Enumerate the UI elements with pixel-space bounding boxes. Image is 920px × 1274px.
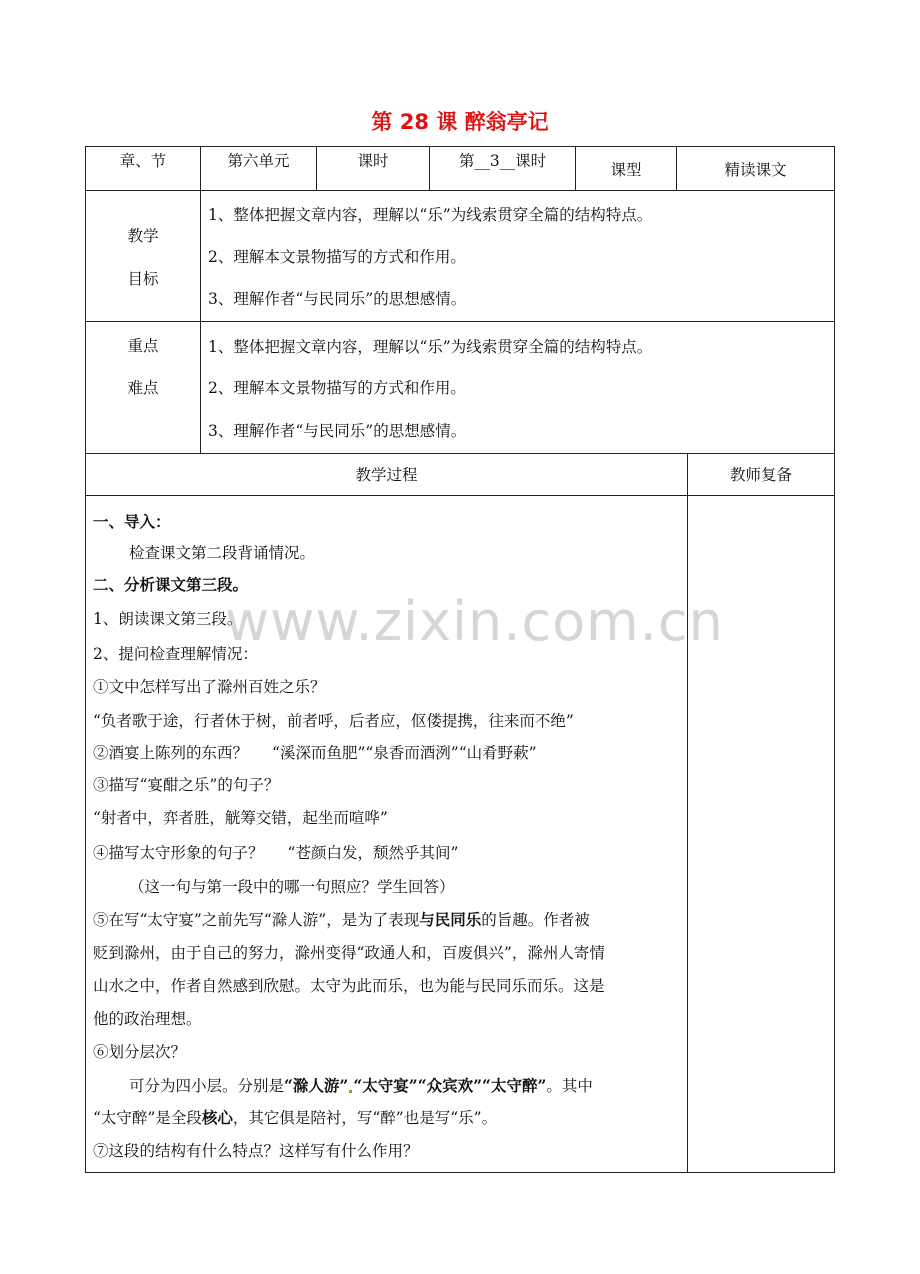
emphasis-text: 核心 (201, 1108, 233, 1127)
row-divider (85, 190, 835, 191)
question-text: ⑤在写“太守宴”之前先写“滁人游”，是为了表现 (93, 911, 420, 929)
answer-line (93, 1106, 497, 1128)
process-header: 教学过程 (355, 466, 418, 484)
col-divider (200, 146, 201, 453)
chapter-label: 章、节 (119, 152, 167, 170)
answer-text: 可分为四小层。分别是 (129, 1077, 285, 1095)
paragraph-line: 山水之中，作者自然感到欣慰。太守为此而乐，也为能与民同乐而乐。这是 (93, 977, 605, 995)
answer-text: “射者中，弈者胜，觥筹交错，起坐而喧哗” (93, 809, 388, 827)
answer-line (93, 1074, 593, 1096)
emphasis-text: 与民同乐 (419, 910, 482, 929)
period-value: 第__3__课时 (458, 152, 547, 170)
process-body (93, 508, 685, 1168)
answer-text: ，其它俱是陪衬，写“醉”也是写“乐”。 (232, 1109, 498, 1127)
chapter-value: 第六单元 (227, 152, 290, 170)
objective-item: 2、理解本文景物描写的方式和作用。 (208, 248, 466, 266)
question-text: ②酒宴上陈列的东西？ (93, 744, 249, 762)
step-text: 1、朗读课文第三段。 (93, 610, 243, 628)
objectives-label-1: 教学 (127, 227, 159, 245)
section-heading: 一、导入： (93, 512, 171, 531)
question-text: ⑦这段的结构有什么特点？这样写有什么作用？ (93, 1142, 419, 1160)
watermark: www.zixin.com.cn (225, 590, 724, 653)
paragraph-line: 贬到滁州，由于自己的努力，滁州变得“政通人和，百废俱兴”，滁州人寄情 (93, 944, 605, 962)
question-text: ④描写太守形象的句子？ (93, 844, 264, 862)
row-divider (85, 453, 835, 454)
teacher-header: 教师复备 (729, 466, 792, 484)
objectives-label-2: 目标 (127, 270, 159, 288)
step-text: 2、提问检查理解情况： (93, 645, 258, 663)
keypoint-item: 2、理解本文景物描写的方式和作用。 (208, 379, 466, 397)
paragraph-line: 他的政治理想。 (93, 1010, 202, 1028)
section-heading: 二、分析课文第三段。 (93, 575, 249, 594)
page-title: 第 28 课 醉翁亭记 (371, 110, 549, 134)
row-divider (85, 321, 835, 322)
answer-text: “太守醉”是全段 (93, 1109, 202, 1127)
row-divider (85, 495, 835, 496)
keypoints-label-1: 重点 (127, 337, 159, 355)
keypoint-item: 1、整体把握文章内容，理解以“乐”为线索贯穿全篇的结构特点。 (208, 338, 653, 356)
question-text: ①文中怎样写出了滁州百姓之乐？ (93, 678, 326, 696)
keypoint-item: 3、理解作者“与民同乐”的思想感情。 (208, 422, 467, 440)
type-value: 精读课文 (724, 161, 787, 179)
dot-mark (349, 1090, 352, 1093)
question-text: 的旨趣。作者被 (481, 911, 590, 929)
section-text: 检查课文第二段背诵情况。 (129, 544, 316, 562)
answer-text: “溪深而鱼肥”“泉香而酒洌”“山肴野蔌” (272, 744, 537, 762)
emphasis-text: “滁人游” (284, 1076, 349, 1095)
answer-text: 。其中 (546, 1077, 593, 1095)
question-line (93, 908, 590, 930)
period-label: 课时 (357, 152, 389, 170)
question-line (93, 741, 537, 763)
col-divider (687, 453, 688, 1173)
keypoints-label-2: 难点 (127, 379, 159, 397)
objective-item: 3、理解作者“与民同乐”的思想感情。 (208, 290, 467, 308)
type-label: 课型 (610, 161, 642, 179)
answer-text: “负者歌于途，行者休于树，前者呼，后者应，伛偻提携，往来而不绝” (93, 712, 574, 730)
objective-item: 1、整体把握文章内容，理解以“乐”为线索贯穿全篇的结构特点。 (208, 206, 653, 224)
note-text: （这一句与第一段中的哪一句照应？学生回答） (129, 878, 455, 896)
answer-text: “苍颜白发，颓然乎其间” (287, 844, 459, 862)
question-text: ③描写“宴酣之乐”的句子？ (93, 776, 280, 794)
question-text: ⑥划分层次？ (93, 1043, 187, 1061)
question-line (93, 841, 458, 863)
emphasis-text: “太守宴”“众宾欢”“太守醉” (353, 1076, 547, 1095)
